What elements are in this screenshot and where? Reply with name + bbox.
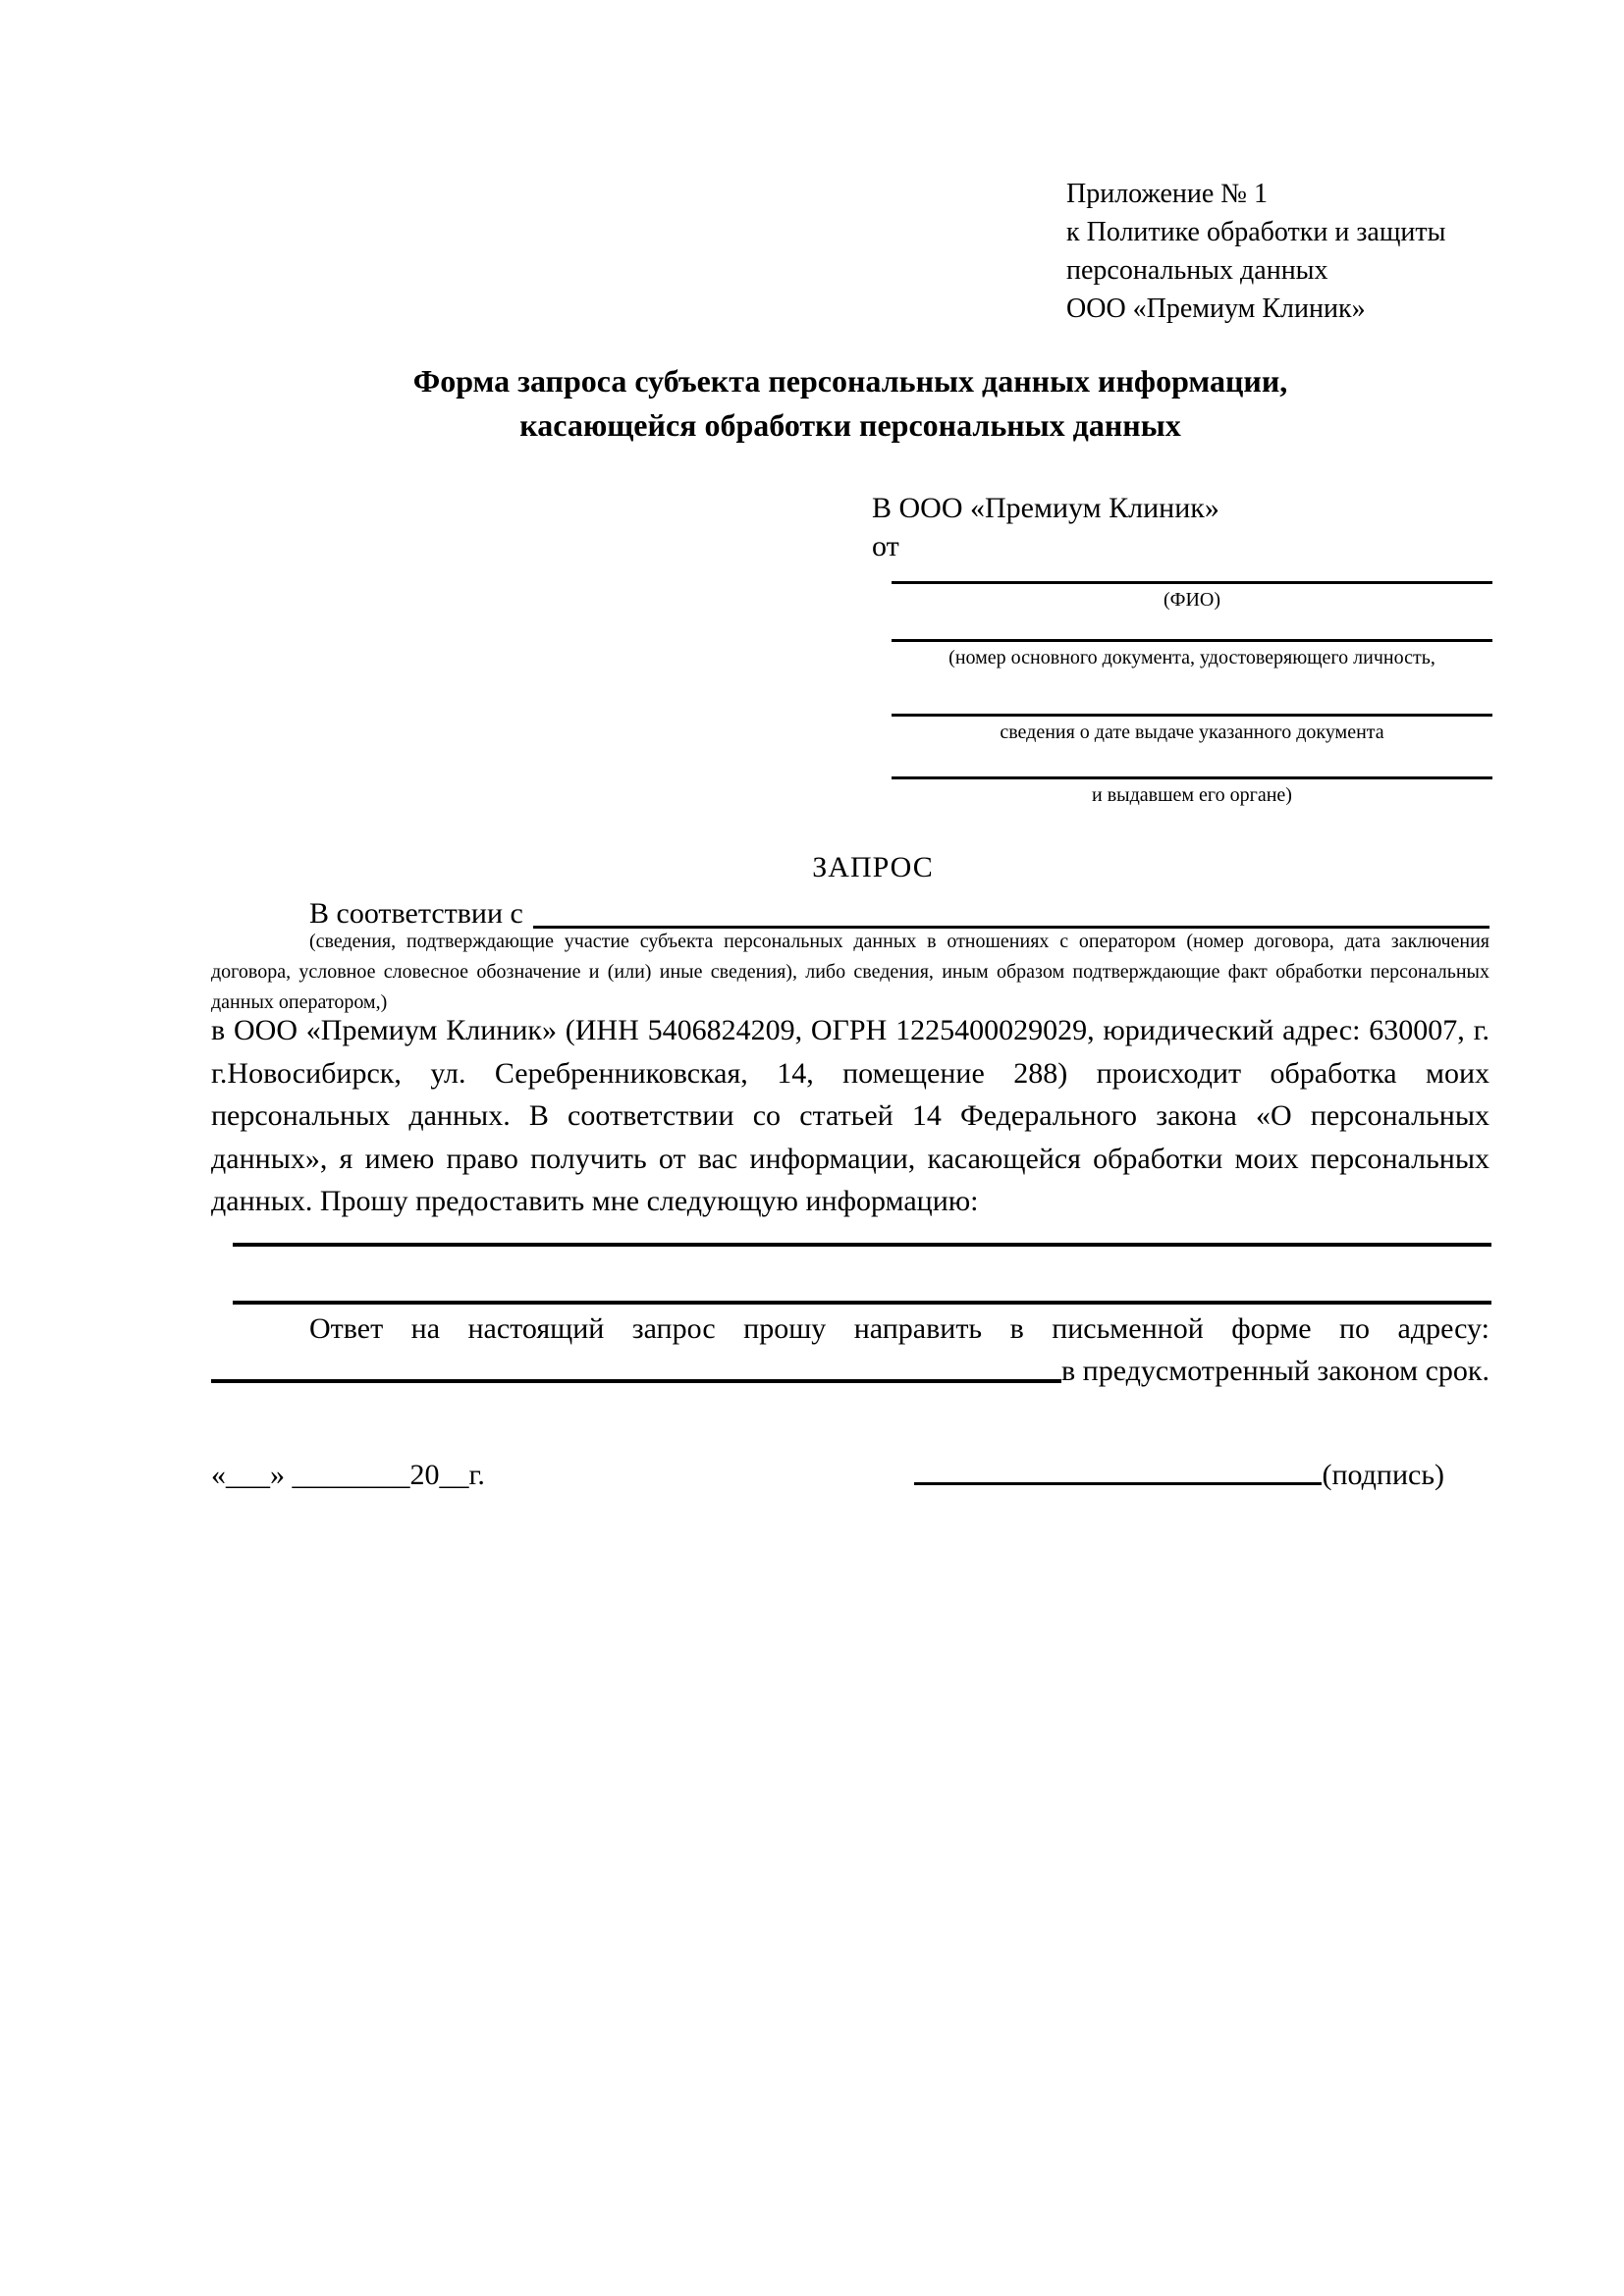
addressee-to: В ООО «Премиум Клиник» xyxy=(872,492,1219,524)
appendix-line-1: Приложение № 1 xyxy=(1066,179,1268,209)
intro-prefix: В соответствии с xyxy=(309,897,523,930)
request-heading: ЗАПРОС xyxy=(812,851,934,883)
document-issue-date-caption: сведения о дате выдаче указанного документа xyxy=(1000,721,1384,743)
answer-line: Ответ на настоящий запрос прошу направить в письменной форме по адресу: xyxy=(309,1312,1489,1345)
document-issuer-blank-field xyxy=(892,776,1492,807)
addressee-from-label: от xyxy=(872,530,899,562)
address-blank-line xyxy=(211,1379,1061,1383)
form-title-line1: Форма запроса субъекта персональных данных информации, xyxy=(412,363,1288,399)
appendix-line-2: к Политике обработки и защиты xyxy=(1066,217,1446,247)
signature-block xyxy=(914,1457,1444,1494)
fine-print: (сведения, подтверждающие участие субъекта персональных данных в отношениях с оператором (номер договора, дата заключения договора, условное словесное обозначение и (или) иные сведения), либо сведения, иным образом подтверждающие факт обработки персональных данных оператором,) xyxy=(211,931,1489,1013)
signature-caption: (подпись) xyxy=(1322,1459,1444,1491)
fio-caption: (ФИО) xyxy=(1163,589,1220,611)
requested-info-blank-line-2 xyxy=(233,1301,1491,1305)
answer-tail: в предусмотренный законом срок. xyxy=(1061,1355,1489,1387)
document-number-blank-field xyxy=(892,639,1492,669)
body-paragraph: в ООО «Премиум Клиник» (ИНН 5406824209, ОГРН 1225400029029, юридический адрес: 630007, г. г.Новосибирск, ул. Серебренниковская, 14, помещение 288) происходит обработка моих персональных данных. В соответствии со статьей 14 Федерального закона «О персональных данных», я имею право получить от вас информации, касающейся обработки моих персональных данных. Прошу предоставить мне следующую информацию: xyxy=(211,1014,1489,1217)
answer-paragraph xyxy=(211,1308,1489,1392)
appendix-line-4: ООО «Премиум Клиник» xyxy=(1066,294,1366,324)
document-issuer-caption: и выдавшем его органе) xyxy=(1092,784,1292,806)
document-number-caption: (номер основного документа, удостоверяющего личность, xyxy=(948,647,1435,668)
requested-info-blank-line-1 xyxy=(233,1243,1491,1247)
document-issue-date-blank-field xyxy=(892,714,1492,744)
date-signature-row xyxy=(211,1457,1444,1494)
signature-blank-line xyxy=(914,1482,1322,1485)
form-title-line2: касающейся обработки персональных данных xyxy=(519,407,1181,443)
appendix-line-3: персональных данных xyxy=(1066,255,1328,286)
fio-blank-field xyxy=(892,581,1492,612)
appendix-note xyxy=(1066,175,1445,328)
form-title xyxy=(211,359,1489,448)
addressee-block xyxy=(872,489,1219,565)
answer-address-row xyxy=(211,1350,1489,1392)
date-blank: «___» ________20__г. xyxy=(211,1459,485,1491)
